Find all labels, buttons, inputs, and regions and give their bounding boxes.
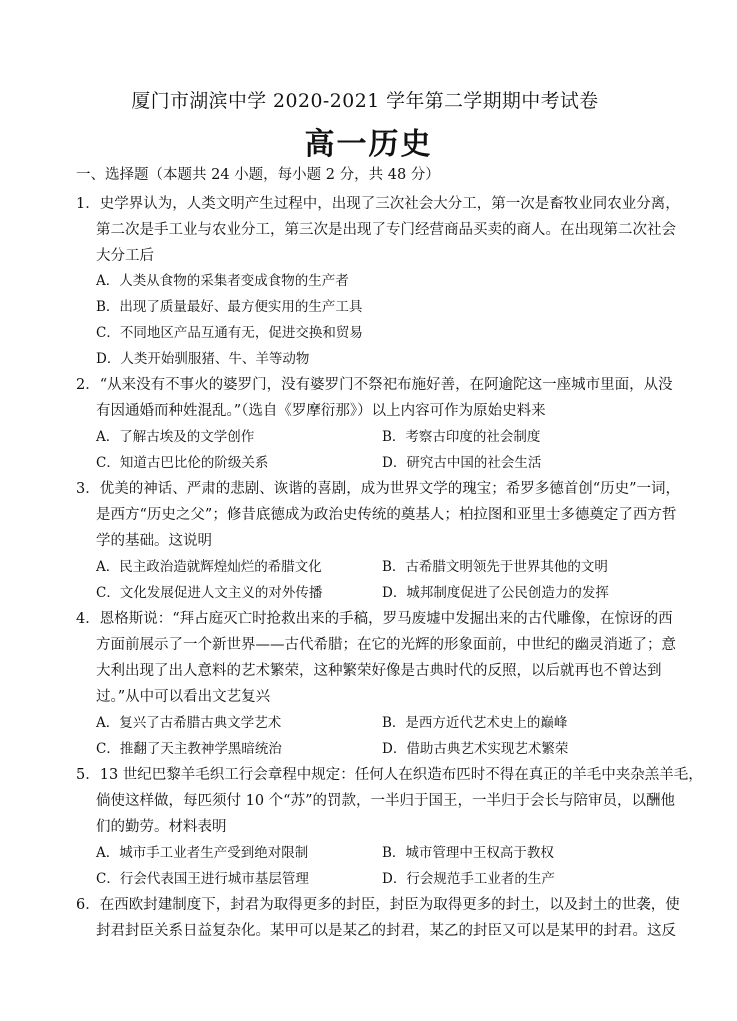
question-text-line: 4．恩格斯说：“拜占庭灭亡时抢救出来的手稿，罗马废墟中发掘出来的古代雕像，在惊讶的西 xyxy=(76,611,673,627)
question-text-line: 封君封臣关系日益复杂化。某甲可以是某乙的封君，某乙的封臣又可以是某甲的封君。这反 xyxy=(96,923,676,939)
option-a: A．复兴了古希腊古典文学艺术 xyxy=(96,715,282,731)
question-text-line: 是西方“历史之父”；修昔底德成为政治史传统的奠基人；柏拉图和亚里士多德奠定了西方哲 xyxy=(96,507,677,523)
option-c: C．行会代表国王进行城市基层管理 xyxy=(96,871,309,887)
question-text-line: 1．史学界认为，人类文明产生过程中，出现了三次社会大分工，第一次是畜牧业同农业分离， xyxy=(76,196,680,212)
question-text-line: 大分工后 xyxy=(96,248,154,264)
option-d: D．城邦制度促进了公民创造力的发挥 xyxy=(382,585,609,601)
option-a: A．城市手工业者生产受到绝对限制 xyxy=(96,845,309,861)
option-c: C．文化发展促进人文主义的对外传播 xyxy=(96,585,323,601)
question-text-line: 学的基础。这说明 xyxy=(96,533,212,549)
option-b: B．是西方近代艺术史上的巅峰 xyxy=(382,715,568,731)
option-c: C．不同地区产品互通有无，促进交换和贸易 xyxy=(96,325,363,341)
question-text-line: 大利出现了出人意料的艺术繁荣，这种繁荣好像是古典时代的反照，以后就再也不曾达到 xyxy=(96,663,662,679)
option-c: C．知道古巴比伦的阶级关系 xyxy=(96,455,269,471)
exam-title: 厦门市湖滨中学 2020-2021 学年第二学期期中考试卷 xyxy=(131,90,599,112)
option-a: A．了解古埃及的文学创作 xyxy=(96,429,255,445)
option-d: D．借助古典艺术实现艺术繁荣 xyxy=(382,741,569,757)
option-b: B．城市管理中王权高于教权 xyxy=(382,845,554,861)
question-text-line: 有因通婚而种姓混乱。”（选自《罗摩衍那》）以上内容可作为原始史料来 xyxy=(96,403,546,419)
question-text-line: 6．在西欧封建制度下，封君为取得更多的封臣，封臣为取得更多的封土，以及封土的世袭，使 xyxy=(76,897,680,913)
question-text-line: 过。”从中可以看出文艺复兴 xyxy=(96,689,271,705)
option-a: A．民主政治造就辉煌灿烂的希腊文化 xyxy=(96,559,322,575)
option-d: D．研究古中国的社会生活 xyxy=(382,455,542,471)
option-d: D．人类开始驯服猪、牛、羊等动物 xyxy=(96,351,310,367)
question-text-line: 们的勤劳。材料表明 xyxy=(96,819,227,835)
option-a: A．人类从食物的采集者变成食物的生产者 xyxy=(96,273,349,289)
subject-title: 高一历史 xyxy=(304,127,433,162)
question-text-line: 第二次是手工业与农业分工，第三次是出现了专门经营商品买卖的商人。在出现第二次社会 xyxy=(96,222,676,238)
question-text-line: 倘使这样做，每匹须付 10 个“苏”的罚款，一半归于国王，一半归于会长与陪审员，以酬他 xyxy=(96,793,675,809)
section-heading: 一、选择题（本题共 24 小题，每小题 2 分，共 48 分） xyxy=(76,167,440,183)
question-text-line: 2．“从来没有不事火的婆罗门，没有婆罗门不祭祀布施好善，在阿逾陀这一座城市里面，从没 xyxy=(76,377,673,393)
option-b: B．出现了质量最好、最方便实用的生产工具 xyxy=(96,299,363,315)
option-b: B．古希腊文明领先于世界其他的文明 xyxy=(382,559,608,575)
question-text-line: 5．13 世纪巴黎羊毛织工行会章程中规定：任何人在织造布匹时不得在真正的羊毛中夹杂羔羊毛， xyxy=(76,767,703,783)
option-b: B．考察古印度的社会制度 xyxy=(382,429,541,445)
question-text-line: 3．优美的神话、严肃的悲剧、诙谐的喜剧，成为世界文学的瑰宝；希罗多德首创“历史”一词， xyxy=(76,481,681,497)
option-d: D．行会规范手工业者的生产 xyxy=(382,871,555,887)
question-text-line: 方面前展示了一个新世界——古代希腊；在它的光辉的形象面前，中世纪的幽灵消逝了；意 xyxy=(96,637,676,653)
option-c: C．推翻了天主教神学黑暗统治 xyxy=(96,741,282,757)
